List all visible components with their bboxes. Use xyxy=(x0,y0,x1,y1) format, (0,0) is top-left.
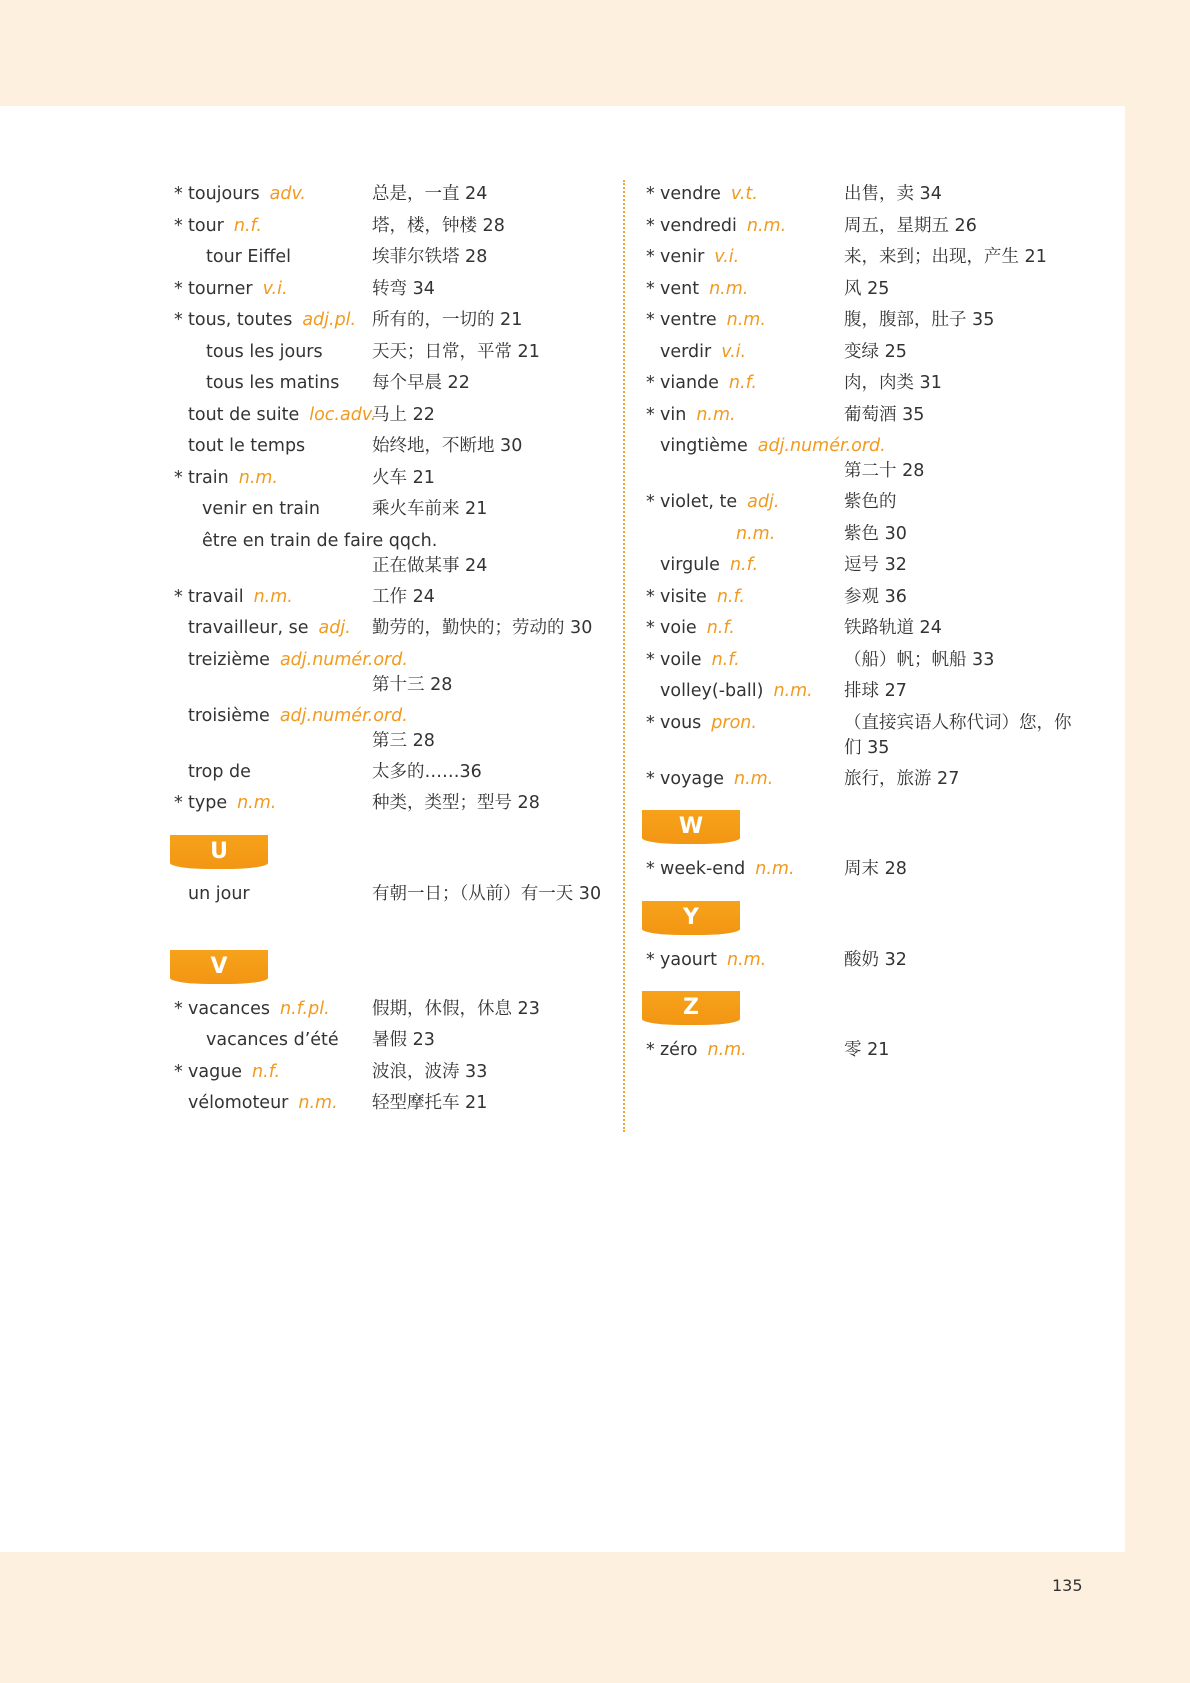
headword: tour xyxy=(188,215,224,236)
headword: vague xyxy=(188,1061,243,1082)
part-of-speech: v.i. xyxy=(714,247,740,267)
part-of-speech: n.f. xyxy=(729,555,759,575)
part-of-speech: adj.pl. xyxy=(302,310,357,330)
phrase: vacances d’été xyxy=(206,1030,339,1050)
entry-tour: * tour n.f. 塔，楼，钟楼 28 xyxy=(174,214,614,246)
translation: 变绿 25 xyxy=(844,341,907,362)
headword: volley(-ball) xyxy=(660,681,764,701)
entry-travailleur xyxy=(174,616,614,648)
part-of-speech: n.m. xyxy=(726,949,767,970)
headword: vent xyxy=(660,278,700,299)
part-of-speech: n.m. xyxy=(696,404,736,425)
entry-travail: * travail n.m. 工作 24 xyxy=(174,585,614,617)
section-letter-w: W xyxy=(642,810,740,844)
part-of-speech: adv. xyxy=(269,184,306,204)
entry-tour-eiffel xyxy=(174,245,614,277)
translation: 轻型摩托车 21 xyxy=(372,1093,488,1113)
headword: ventre xyxy=(660,310,717,330)
headword: voile xyxy=(660,649,702,670)
headword: treizième xyxy=(188,649,270,670)
part-of-speech: n.f. xyxy=(728,373,757,393)
entry-un-jour xyxy=(174,882,614,938)
part-of-speech: n.f. xyxy=(716,586,745,607)
translation: （船）帆；帆船 33 xyxy=(844,649,995,670)
phrase: tour Eiffel xyxy=(206,247,292,267)
headword: violet, te xyxy=(660,492,738,512)
translation: 逗号 32 xyxy=(844,555,907,575)
part-of-speech: n.m. xyxy=(736,523,776,544)
headword: vendredi xyxy=(660,215,737,236)
headword: tout de suite xyxy=(188,404,300,425)
translation: （直接宾语人称代词）您，你们 35 xyxy=(844,712,1072,758)
headword: voie xyxy=(660,618,697,638)
part-of-speech: n.m. xyxy=(298,1093,338,1113)
entry-trop-de xyxy=(174,760,614,792)
section-letter-u: U xyxy=(170,835,268,869)
part-of-speech: n.m. xyxy=(253,586,293,607)
page-number: 135 xyxy=(1052,1576,1083,1595)
entry-vendre: * vendre v.t. 出售，卖 34 xyxy=(646,182,1086,214)
entry-vous: * vous pron. （直接宾语人称代词）您，你们 35 xyxy=(646,711,1086,767)
headword: tout le temps xyxy=(188,436,306,456)
headword: viande xyxy=(660,373,719,393)
translation: 马上 22 xyxy=(372,404,435,425)
entry-tout-de-suite xyxy=(174,403,614,435)
phrase: être en train de faire qqch. xyxy=(202,530,438,551)
translation: 埃菲尔铁塔 28 xyxy=(372,247,488,267)
translation: 正在做某事 24 xyxy=(372,555,488,576)
entry-voie: * voie n.f. 铁路轨道 24 xyxy=(646,616,1086,648)
headword: tourner xyxy=(188,278,253,299)
translation: 腹，腹部，肚子 35 xyxy=(844,310,995,330)
part-of-speech: n.m. xyxy=(238,467,278,488)
entry-vingtieme xyxy=(646,434,1086,490)
entry-verdir xyxy=(646,340,1086,372)
part-of-speech: loc.adv. xyxy=(309,404,377,425)
phrase: venir en train xyxy=(202,499,320,519)
part-of-speech: pron. xyxy=(711,712,757,733)
entry-troisieme xyxy=(174,704,614,760)
part-of-speech: v.i. xyxy=(721,341,747,362)
translation: 酸奶 32 xyxy=(844,949,907,970)
part-of-speech: n.m. xyxy=(734,768,774,789)
translation: 乘火车前来 21 xyxy=(372,499,488,519)
headword: venir xyxy=(660,247,705,267)
entry-train: * train n.m. 火车 21 xyxy=(174,466,614,498)
entry-week-end: * week-end n.m. 周末 28 xyxy=(646,857,1086,889)
headword: vendre xyxy=(660,184,721,204)
translation: 勤劳的，勤快的；劳动的 30 xyxy=(372,618,593,638)
entry-vendredi: * vendredi n.m. 周五，星期五 26 xyxy=(646,214,1086,246)
column-divider xyxy=(623,180,625,1132)
translation: 第二十 28 xyxy=(844,461,925,481)
translation: 肉，肉类 31 xyxy=(844,373,942,393)
translation: 周末 28 xyxy=(844,859,907,879)
entry-tous: * tous, toutes adj.pl. 所有的，一切的 21 xyxy=(174,308,614,340)
part-of-speech: v.t. xyxy=(730,184,758,204)
part-of-speech: n.f. xyxy=(233,215,262,236)
entry-volley xyxy=(646,679,1086,711)
entry-vent: * vent n.m. 风 25 xyxy=(646,277,1086,309)
part-of-speech: adj.numér.ord. xyxy=(757,436,886,456)
part-of-speech: n.m. xyxy=(237,793,277,813)
headword: un jour xyxy=(188,883,250,904)
section-letter-y: Y xyxy=(642,901,740,935)
translation: 铁路轨道 24 xyxy=(844,618,942,638)
entry-voyage: * voyage n.m. 旅行，旅游 27 xyxy=(646,767,1086,799)
entry-visite: * visite n.f. 参观 36 xyxy=(646,585,1086,617)
entry-treizieme xyxy=(174,648,614,704)
section-letter-v: V xyxy=(170,950,268,984)
translation: 第三 28 xyxy=(372,730,435,751)
headword: verdir xyxy=(660,341,712,362)
entry-ventre: * ventre n.m. 腹，腹部，肚子 35 xyxy=(646,308,1086,340)
phrase: tous les matins xyxy=(206,373,340,393)
headword: vélomoteur xyxy=(188,1093,289,1113)
part-of-speech: n.f.pl. xyxy=(280,998,330,1019)
translation: 有朝一日；（从前）有一天 30 xyxy=(372,883,602,904)
translation: 塔，楼，钟楼 28 xyxy=(372,215,505,236)
part-of-speech: n.m. xyxy=(709,278,749,299)
translation: 火车 21 xyxy=(372,467,435,488)
headword: vingtième xyxy=(660,436,748,456)
entry-zero: * zéro n.m. 零 21 xyxy=(646,1038,1086,1070)
entry-toujours: * toujours adv. 总是，一直 24 xyxy=(174,182,614,214)
headword: virgule xyxy=(660,555,720,575)
headword: vacances xyxy=(188,998,271,1019)
translation: 参观 36 xyxy=(844,586,907,607)
entry-tourner: * tourner v.i. 转弯 34 xyxy=(174,277,614,309)
entry-violet: * violet, te adj. 紫色的 xyxy=(646,490,1086,522)
entry-vacances: * vacances n.f.pl. 假期，休假，休息 23 xyxy=(174,997,614,1029)
translation: 工作 24 xyxy=(372,586,435,607)
glossary-column-right xyxy=(646,182,1086,1070)
headword: travailleur, se xyxy=(188,618,309,638)
translation: 排球 27 xyxy=(844,681,907,701)
translation: 紫色 30 xyxy=(844,523,907,544)
translation: 紫色的 xyxy=(844,492,897,512)
entry-viande: * viande n.f. 肉，肉类 31 xyxy=(646,371,1086,403)
translation: 风 25 xyxy=(844,278,890,299)
headword: zéro xyxy=(660,1040,698,1060)
translation: 旅行，旅游 27 xyxy=(844,768,960,789)
translation: 来，来到；出现，产生 21 xyxy=(844,247,1047,267)
translation: 假期，休假，休息 23 xyxy=(372,998,540,1019)
part-of-speech: adj. xyxy=(747,492,780,512)
entry-etre-en-train xyxy=(174,529,614,585)
translation: 转弯 34 xyxy=(372,278,435,299)
headword: train xyxy=(188,467,229,488)
part-of-speech: n.m. xyxy=(773,681,813,701)
entry-venir: * venir v.i. 来，来到；出现，产生 21 xyxy=(646,245,1086,277)
entry-type: * type n.m. 种类，类型；型号 28 xyxy=(174,791,614,823)
translation: 种类，类型；型号 28 xyxy=(372,793,540,813)
entry-vague: * vague n.f. 波浪，波涛 33 xyxy=(174,1060,614,1092)
part-of-speech: v.i. xyxy=(262,278,288,299)
headword: travail xyxy=(188,586,244,607)
entry-vin: * vin n.m. 葡萄酒 35 xyxy=(646,403,1086,435)
entry-tous-les-matins xyxy=(174,371,614,403)
entry-venir-en-train xyxy=(174,497,614,529)
entry-yaourt: * yaourt n.m. 酸奶 32 xyxy=(646,948,1086,980)
part-of-speech: adj.numér.ord. xyxy=(279,649,408,670)
glossary-column-left xyxy=(174,182,614,1123)
translation: 天天；日常，平常 21 xyxy=(372,341,540,362)
headword: trop de xyxy=(188,761,251,782)
translation: 周五，星期五 26 xyxy=(844,215,977,236)
translation: 零 21 xyxy=(844,1040,890,1060)
part-of-speech: n.m. xyxy=(746,215,787,236)
headword: yaourt xyxy=(660,949,717,970)
part-of-speech: n.f. xyxy=(711,649,740,670)
headword: vous xyxy=(660,712,702,733)
translation: 暑假 23 xyxy=(372,1030,435,1050)
part-of-speech: n.m. xyxy=(707,1040,747,1060)
headword: vin xyxy=(660,404,687,425)
headword: toujours xyxy=(188,184,260,204)
translation: 第十三 28 xyxy=(372,674,453,695)
part-of-speech: n.m. xyxy=(726,310,766,330)
entry-tout-le-temps xyxy=(174,434,614,466)
translation: 太多的……36 xyxy=(372,761,482,782)
translation: 波浪，波涛 33 xyxy=(372,1061,488,1082)
translation: 总是，一直 24 xyxy=(372,184,488,204)
part-of-speech: adj.numér.ord. xyxy=(279,705,408,726)
headword: visite xyxy=(660,586,707,607)
translation: 所有的，一切的 21 xyxy=(372,310,523,330)
headword: voyage xyxy=(660,768,725,789)
headword: type xyxy=(188,793,228,813)
headword: week-end xyxy=(660,859,746,879)
translation: 每个早晨 22 xyxy=(372,373,470,393)
entry-virgule xyxy=(646,553,1086,585)
translation: 葡萄酒 35 xyxy=(844,404,925,425)
part-of-speech: adj. xyxy=(318,618,351,638)
entry-voile: * voile n.f. （船）帆；帆船 33 xyxy=(646,648,1086,680)
entry-violet-noun xyxy=(646,522,1086,554)
headword: troisième xyxy=(188,705,270,726)
entry-vacances-ete xyxy=(174,1028,614,1060)
part-of-speech: n.m. xyxy=(755,859,795,879)
entry-velomoteur xyxy=(174,1091,614,1123)
phrase: tous les jours xyxy=(206,341,323,362)
part-of-speech: n.f. xyxy=(252,1061,281,1082)
entry-tous-les-jours xyxy=(174,340,614,372)
section-letter-z: Z xyxy=(642,991,740,1025)
headword: tous, toutes xyxy=(188,310,293,330)
translation: 出售，卖 34 xyxy=(844,184,942,204)
part-of-speech: n.f. xyxy=(706,618,735,638)
translation: 始终地，不断地 30 xyxy=(372,436,523,456)
